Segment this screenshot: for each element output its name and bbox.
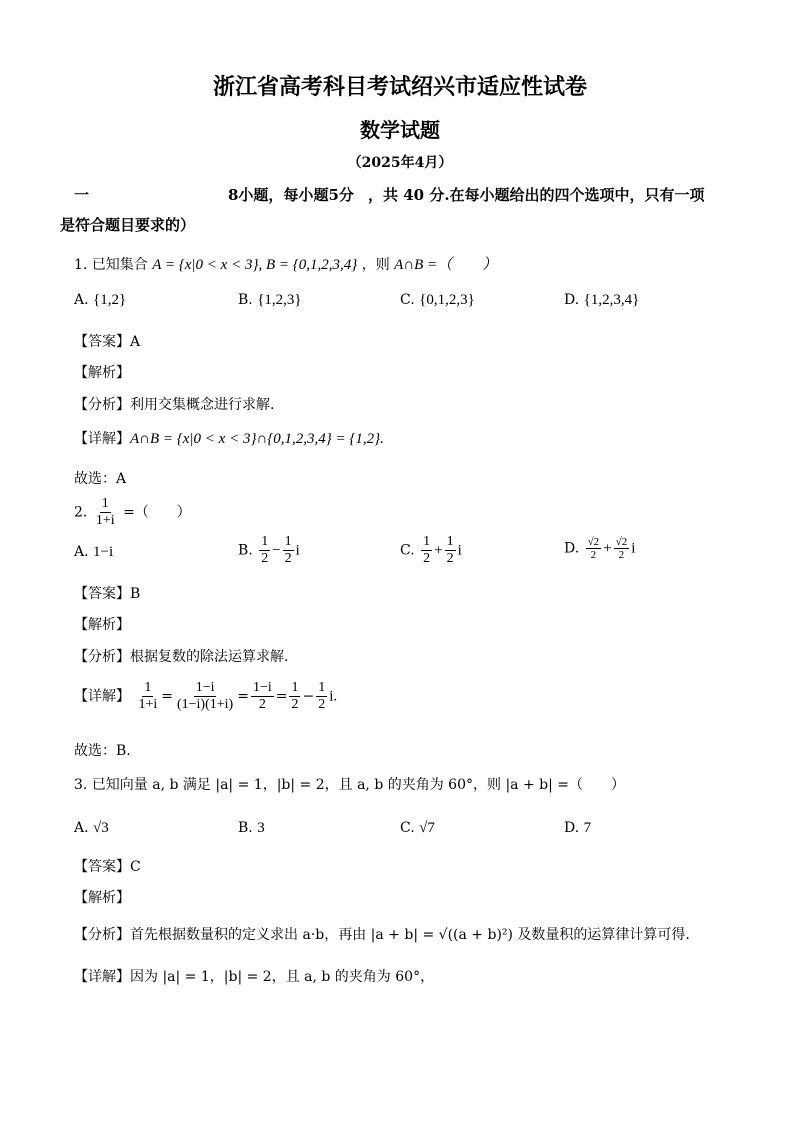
q2-number: 2. [74, 504, 88, 521]
q3-option-b: B. 3 [238, 820, 265, 836]
q3-stem [74, 776, 625, 794]
exam-date: （2025年4月） [347, 155, 453, 171]
q1-stem-prefix: 已知集合 [91, 257, 148, 273]
q2-stem [74, 496, 191, 529]
q2-ask: =（ ） [123, 504, 191, 521]
q3-option-d: D. 7 [564, 820, 592, 836]
q1-stem-suffix: ，则 [361, 257, 390, 273]
q1-number: 1. [74, 257, 88, 273]
q2-option-b: B. $\frac{1}{2}$ − $\frac{1}{2}$ i [238, 534, 300, 566]
section-overlap-text: 8小题，每小题5分 [228, 186, 354, 204]
q3-analysis-tag: 【解析】 [74, 890, 130, 906]
section-text-line1: ，共 40 分.在每小题给出的四个选项中，只有一项 [368, 186, 705, 204]
q2-analysis-tag: 【解析】 [74, 617, 130, 633]
q2-option-d: D. $\frac{√2}{2}$ + $\frac{√2}{2}$ i [564, 536, 636, 561]
exam-subtitle: 数学试题 [360, 118, 440, 142]
q2-option-a: A. 1−i [74, 544, 114, 560]
q1-option-b: B. {1,2,3} [238, 292, 302, 308]
q1-answer: 【答案】A [74, 334, 141, 350]
q3-xiangjie: 【详解】因为 |a| = 1，|b| = 2，且 a, b 的夹角为 60°， [74, 969, 435, 985]
q3-fenxi: 【分析】首先根据数量积的定义求出 a·b，再由 |a + b| = √((a + b)²) 及数量积的运算律计算可得. [74, 927, 690, 943]
q3-option-a: A. √3 [74, 820, 109, 836]
q1-sets: A = {x|0 < x < 3}, B = {0,1,2,3,4} [152, 257, 358, 273]
q1-option-d: D. {1,2,3,4} [564, 292, 640, 308]
q2-fraction: $\frac{1}{1+i}$ [95, 496, 115, 528]
section-prefix: 一 [74, 186, 90, 204]
q2-answer: 【答案】B [74, 586, 141, 602]
q1-ask: A∩B =（ ） [394, 257, 498, 273]
q1-choose: 故选：A [74, 471, 127, 487]
q1-analysis-tag: 【解析】 [74, 365, 130, 381]
q3-number: 3. [74, 777, 88, 793]
q1-fenxi: 【分析】利用交集概念进行求解. [74, 397, 275, 413]
q1-stem [74, 256, 497, 274]
q2-fenxi: 【分析】根据复数的除法运算求解. [74, 649, 289, 665]
q3-option-c: C. √7 [400, 820, 435, 836]
section-text-line2: 是符合题目要求的） [60, 216, 196, 234]
q1-option-a: A. {1,2} [74, 292, 127, 308]
q3-answer: 【答案】C [74, 859, 141, 875]
q1-option-c: C. {0,1,2,3} [400, 292, 475, 308]
q3-stem-text: 已知向量 a, b 满足 |a| = 1，|b| = 2，且 a, b 的夹角为 60°，则 |a + b| =（ ） [91, 777, 626, 793]
exam-title: 浙江省高考科目考试绍兴市适应性试卷 [212, 74, 587, 100]
q2-option-c: C. $\frac{1}{2}$ + $\frac{1}{2}$ i [400, 534, 462, 566]
q2-choose: 故选：B. [74, 743, 131, 759]
q1-xiangjie: 【详解】A∩B = {x|0 < x < 3}∩{0,1,2,3,4} = {1,2}. [74, 431, 384, 447]
q2-xiangjie: 【详解】 $\frac{1}{1+i}$ = $\frac{1-i}{(1-i)(1+i)}$ = $\frac{1-i}{2}$ = $\frac{1}{2}$ − $\frac{1}{2}$ i. [74, 680, 338, 712]
